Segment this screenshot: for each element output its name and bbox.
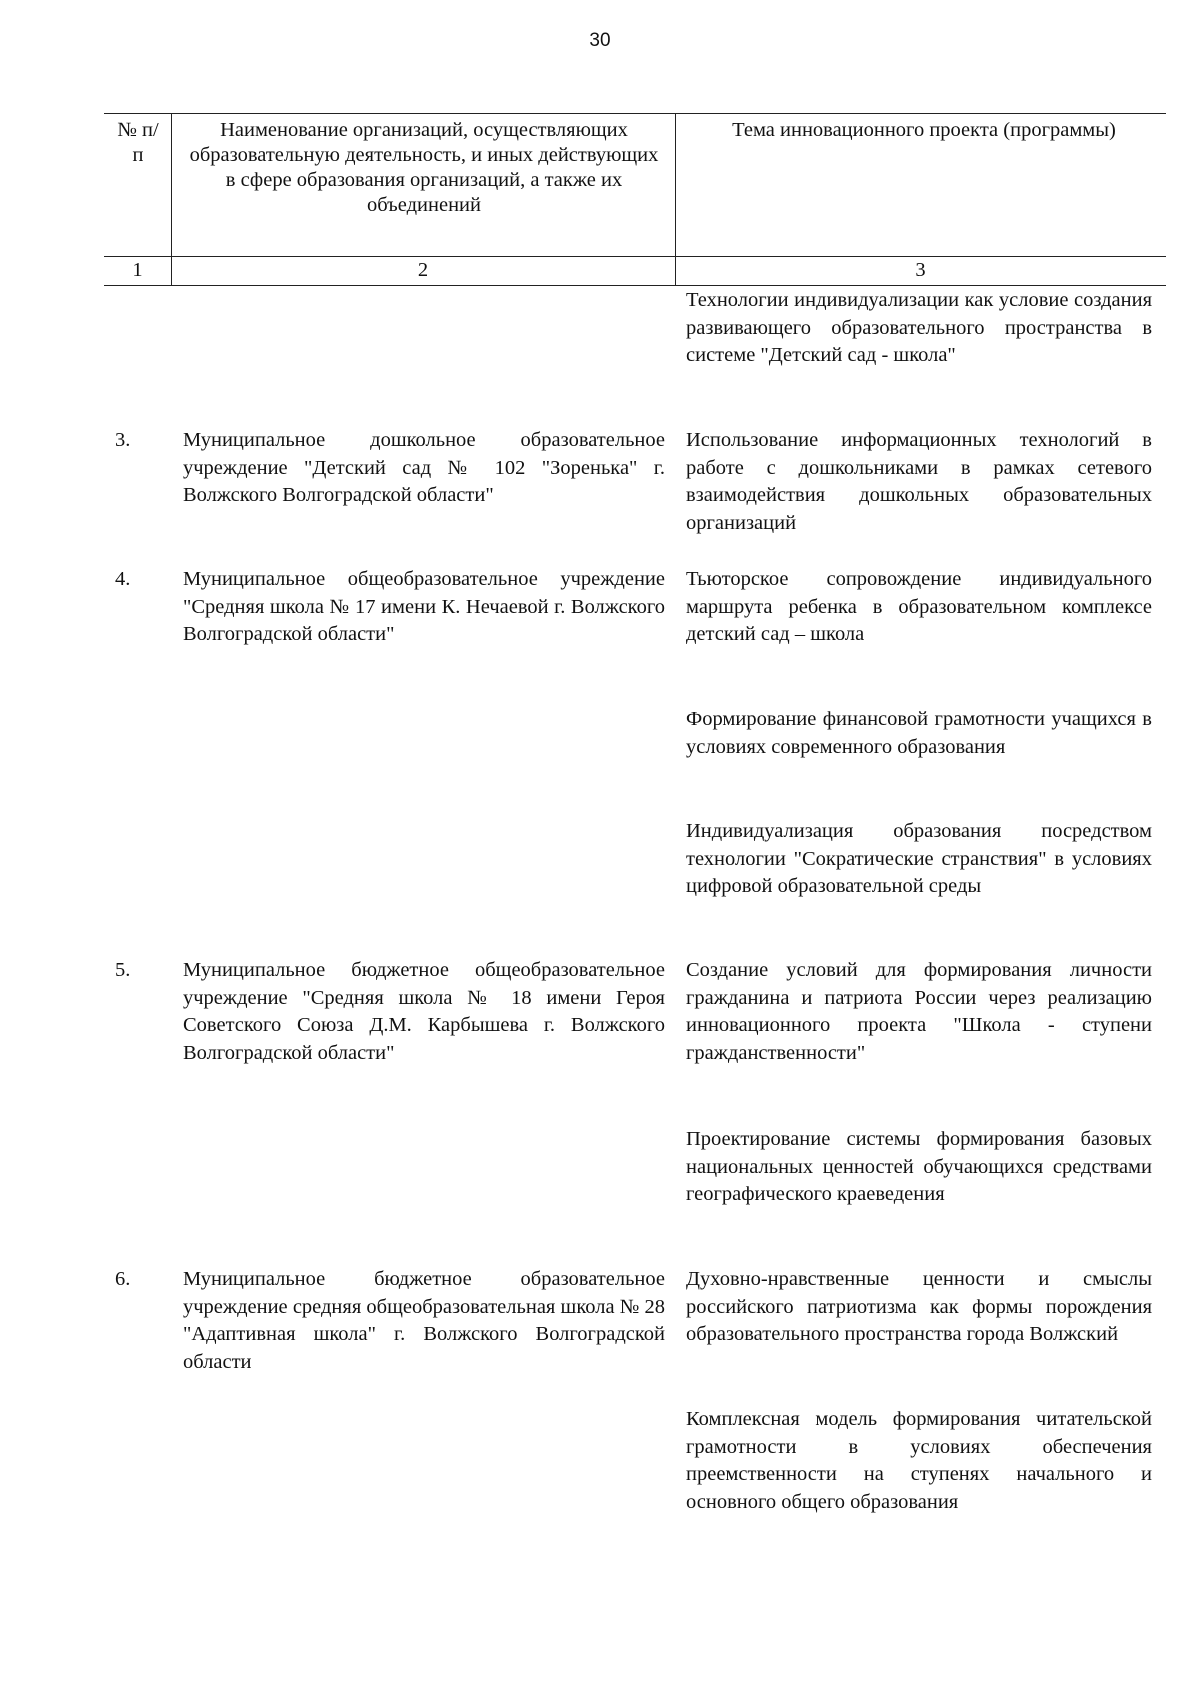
header-index-1: 1 [132, 259, 143, 281]
row-number: 5. [115, 959, 131, 981]
header-number: № п/п [117, 119, 159, 166]
row-number: 4. [115, 568, 131, 590]
topic-text: Тьюторское сопровождение индивидуального маршрута ребенка в образовательном комплексе детский сад – школа [686, 568, 1152, 645]
topic-text: Проектирование системы формирования базовых национальных ценностей обучающихся средствами географического краеведения [686, 1128, 1152, 1205]
organization-name: Муниципальное дошкольное образовательное учреждение "Детский сад № 102 "Зоренька" г. Волжского Волгоградской области" [183, 429, 665, 506]
header-divider [104, 256, 1166, 257]
organization-name: Муниципальное бюджетное образовательное учреждение средняя общеобразовательная школа № 28 "Адаптивная школа" г. Волжского Волгоградской области [183, 1268, 665, 1373]
topic-text: Духовно-нравственные ценности и смыслы российского патриотизма как формы порождения образовательного пространства города Волжский [686, 1268, 1152, 1345]
organization-name: Муниципальное общеобразовательное учреждение "Средняя школа № 17 имени К. Нечаевой г. Волжского Волгоградской области" [183, 568, 665, 645]
index-row-bottom-border [104, 285, 1166, 286]
page-number: 30 [589, 30, 611, 51]
topic-text: Индивидуализация образования посредством технологии "Сократические странствия" в условиях цифровой образовательной среды [686, 820, 1152, 897]
table-top-border [104, 113, 1166, 114]
header-index-2: 2 [417, 259, 429, 281]
organization-name: Муниципальное бюджетное общеобразовательное учреждение "Средняя школа № 18 имени Героя Советского Союза Д.М. Карбышева г. Волжского Волгоградской области" [183, 959, 665, 1064]
row-number: 3. [115, 429, 131, 451]
topic-text: Комплексная модель формирования читательской грамотности в условиях обеспечения преемственности на ступенях начального и основного общего образования [686, 1408, 1152, 1513]
row-number: 6. [115, 1268, 131, 1290]
header-organization: Наименование организаций, осуществляющих образовательную деятельность, и иных действующих в сфере образования организаций, а также их объединений [189, 119, 659, 216]
topic-text: Создание условий для формирования личности гражданина и патриота России через реализацию инновационного проекта "Школа - ступени гражданственности" [686, 959, 1152, 1064]
topic-text: Использование информационных технологий в работе с дошкольниками в рамках сетевого взаимодействия дошкольных образовательных организаций [686, 429, 1152, 534]
table-header [0, 0, 1200, 300]
topic-text: Технологии индивидуализации как условие создания развивающего образовательного пространства в системе "Детский сад - школа" [686, 289, 1152, 366]
topic-text: Формирование финансовой грамотности учащихся в условиях современного образования [686, 708, 1152, 758]
header-index-3: 3 [915, 259, 926, 281]
header-topic: Тема инновационного проекта (программы) [732, 119, 1116, 141]
